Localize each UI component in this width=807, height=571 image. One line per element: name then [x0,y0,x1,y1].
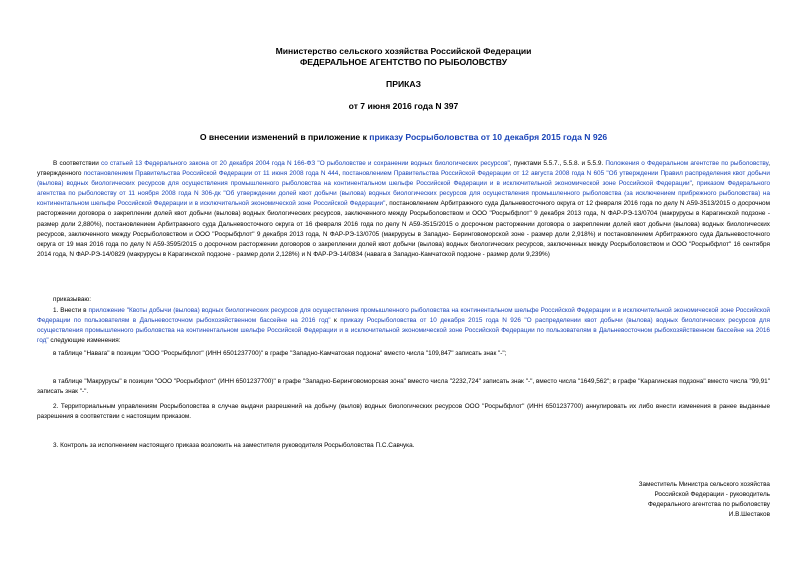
signature-line-2: Российской Федерации - руководитель [654,491,770,498]
paragraph-order-word [37,295,770,305]
link-order-306[interactable]: приказом Федерального агентства по рыболовству от 11 ноября 2008 года N 306-дк "Об утверждении долей квот добычи (вылова) водных биологических ресурсов для осуществления промышленного рыболовства (за исключением прибрежного рыболовства) на континентальном шельфе Российской Федерации и в исключительной экономической зоне Российской Федерации" [37,180,770,208]
subject-prefix: О внесении изменений в приложение к [199,132,370,142]
signature-line-1: Заместитель Министра сельского хозяйства [638,481,770,488]
p1-text-e: , [691,180,697,188]
p7-text: 3. Контроль за исполнением настоящего приказа возложить на заместителя руководителя Росрыболовства П.С.Савчука. [53,442,415,449]
subject-link[interactable]: приказу Росрыболовства от 10 декабря 2015 года N 926 [369,132,608,142]
p1-text-d: , [338,170,343,178]
paragraph-item-3 [37,441,770,451]
document-date-number: от 7 июня 2016 года N 397 [348,101,459,111]
signature-block [520,480,770,520]
link-order-926[interactable]: приказу Росрыболовства от 10 декабря 2015 года N 926 "О распределении квот добычи (вылова) водных биологических ресурсов для осуществления промышленного рыболовства на континентальном шельфе Российской Федерации и в исключительной экономической зоне Российской Федерации по пользователям в Дальневосточном рыбохозяйственном бассейне на 2016 год" [37,317,770,345]
p1-text-c: , утвержденного [37,160,770,178]
link-federal-law[interactable]: со статьей 13 Федерального закона от 20 декабря 2004 года N 166-ФЗ "О рыболовстве и сохранении водных биологических ресурсов" [100,160,510,167]
signature-name: И.В.Шестаков [728,511,770,518]
link-agency-regulation[interactable]: Положения о Федеральном агентстве по рыболовству [605,160,769,167]
link-resolution-444[interactable]: постановлением Правительства Российской Федерации от 11 июня 2008 года N 444 [83,170,339,178]
p3-text-b: к [330,317,341,325]
link-resolution-605[interactable]: постановлением Правительства Российской Федерации от 12 августа 2008 года N 605 "Об утверждении Правил распределения квот добычи (вылова) водных биологических ресурсов для осуществления промышленного рыболовства на континентальном шельфе Российской Федерации и в исключительной экономической зоне Российской Федерации" [37,170,770,188]
p2-text: приказываю: [53,296,91,303]
link-appendix[interactable]: приложение "Квоты добычи (вылова) водных биологических ресурсов для осуществления промышленного рыболовства на континентальном шельфе Российской Федерации и в исключительной экономической зоне Российской Федерации по пользователям в Дальневосточном рыбохозяйственном бассейне на 2016 год" [37,307,770,325]
paragraph-item-1 [37,306,770,346]
p1-text-f: , постановлением Арбитражного суда Дальневосточного округа от 12 февраля 2016 года по делу N А59-3513/2015 о досрочном расторжении договора о закреплении долей квот добычи (вылова) водных биологических ресурсов, заключенного между Росрыболовством и ООО "Росрыбфлот" 9 декабря 2013 года, N ФАР-РЭ-13/0704 (макрурусы в Карагинской подзоне - размер доли 2,880%), постановлением Арбитражного суда Дальневосточного округа от 16 февраля 2016 года по делу N А59-3515/2015 о досрочном расторжении договора о закреплении долей квот добычи (вылова) водных биологических ресурсов, заключенного между Росрыболовством и ООО "Росрыбфлот" 9 декабря 2013 года, N ФАР-РЭ-13/0705 (макрурусы в Западно- Беринговоморской зоне - размер доли 2,918%) и постановлением Арбитражного суда Дальневосточного округа от 19 мая 2016 года по делу N А59-3595/2015 о досрочном расторжении договоров о закреплении долей квот добычи (вылова) водных биологических ресурсов, заключенных между Росрыболовством и ООО "Росрыбфлот" 16 сентября 2014 года, N ФАР-РЭ-14/0829 (макрурусы в Карагинской подзоне - размер доли 2,128%) и N ФАР-РЭ-14/0834 (навага в Западно-Камчатской подзоне - размер доли 9,239%) [37,200,770,258]
paragraph-makrurusy [37,377,770,397]
document-type: ПРИКАЗ [386,79,421,89]
p6-text: 2. Территориальным управлениям Росрыболовства в случае выдачи разрешений на добычу (вылов) водных биологических ресурсов ООО "Росрыбфлот" (ИНН 6501237700) аннулировать их либо внести изменения в ранее выданные разрешения в соответствии с настоящим приказом. [37,403,770,421]
p3-text-c: следующие изменения: [48,337,121,345]
ministry-name: Министерство сельского хозяйства Российской Федерации [275,46,532,56]
paragraph-preamble [37,159,770,260]
p3-text-a: 1. Внести в [53,307,89,314]
paragraph-item-2 [37,402,770,422]
signature-line-3: Федерального агентства по рыболовству [647,501,770,508]
p1-text-b: , пунктами 5.5.7., 5.5.8. и 5.5.9. [509,160,606,167]
agency-name: ФЕДЕРАЛЬНОЕ АГЕНТСТВО ПО РЫБОЛОВСТВУ [299,57,508,67]
document-subject [37,132,770,143]
p1-text-a: В соответствии [53,160,101,167]
paragraph-navaga [37,349,770,359]
p5-text: в таблице "Макрурусы" в позиции "ООО "Росрыбфлот" (ИНН 6501237700)" в графе "Западно-Беринговоморская зона" вместо числа "2232,724" записать знак "-", вместо числа "1649,562"; в графе "Карагинская подзона" вместо числа "99,91" записать знак "-". [37,378,770,396]
p4-text: в таблице "Навага" в позиции "ООО "Росрыбфлот" (ИНН 6501237700)" в графе "Западно-Камчатская подзона" вместо числа "109,847" записать знак "-"; [53,350,507,357]
